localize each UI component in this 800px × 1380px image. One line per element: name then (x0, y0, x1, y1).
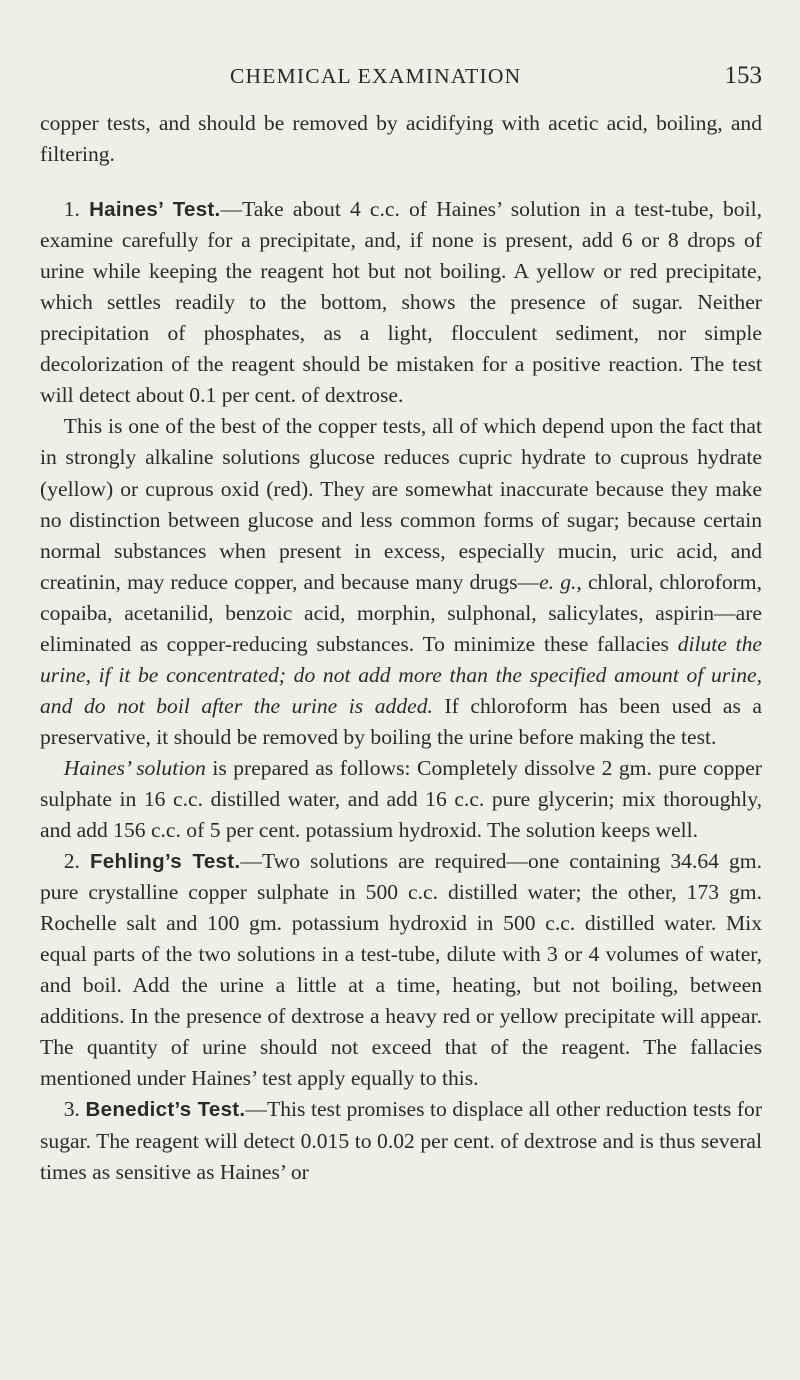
paragraph-text: —This test promises to displace all other reduction tests for sugar. The reagent will detect 0.015 to 0.02 per cent. of dextrose and is thus several times as sensitive as Haines’ or (40, 1097, 763, 1184)
paragraph-copper-tests (40, 411, 762, 753)
paragraph-text: —Two solutions are required—one containing 34.64 gm. pure crystalline copper sulphate in 500 c.c. distilled water; the other, 173 gm. Rochelle salt and 100 gm. potassium hydroxid in 500 c.c. distilled water. Mix equal parts of the two solutions in a test-tube, dilute with 3 or 4 volumes of water, and boil. Add the urine a little at a time, heating, but not boiling, between additions. In the presence of dextrose a heavy red or yellow precipitate will appear. The quantity of urine should not exceed that of the reagent. The fallacies mentioned under Haines’ test apply equally to this. (40, 849, 762, 1091)
paragraph-continuation: copper tests, and should be removed by acidifying with acetic acid, boiling, and filtering. (40, 111, 762, 167)
running-head (40, 62, 762, 102)
paragraph-text: —Take about 4 c.c. of Haines’ solution in a test-tube, boil, examine carefully for a precipitate, and, if none is present, add 6 or 8 drops of urine while keeping the reagent hot but not boiling. A yellow or red precipitate, which settles readily to the bottom, shows the presence of sugar. Neither precipitation of phosphates, as a light, flocculent sediment, nor simple decolorization of the reagent should be mistaken for a positive reaction. The test will detect about 0.1 per cent. of dextrose. (40, 197, 762, 408)
paragraph-haines-solution (40, 753, 762, 846)
paragraph-text: , chloral, chloroform, copaiba, acetanilid, benzoic acid, morphin, sulphonal, salicylates, aspirin—are eliminated as copper-reducing substances. To minimize these fallacies (40, 569, 762, 656)
paragraph-benedict-test (40, 1094, 762, 1187)
paragraph-text: If chloroform has been used as a preservative, it should be removed by boiling the urine before making the test. (40, 693, 762, 749)
paragraph-fehling-test (40, 846, 762, 1094)
caution-text: dilute the urine, if it be concentrated; do not add more than the specified amount of urine, and do not boil after the urine is added. (40, 631, 762, 718)
section-number: 1. (63, 197, 80, 222)
paragraph-text: is prepared as follows: Completely dissolve 2 gm. pure copper sulphate in 16 c.c. distilled water, and add 16 c.c. pure glycerin; mix thoroughly, and add 156 c.c. of 5 per cent. potassium hydroxid. The solution keeps well. (40, 755, 762, 843)
page-number: 153 (724, 62, 762, 89)
paragraph-text: This is one of the best of the copper tests, all of which depend upon the fact that in strongly alkaline solutions glucose reduces cupric hydrate to cuprous hydrate (yellow) or cuprous oxid (red). They are somewhat inaccurate because they make no distinction between glucose and less common forms of sugar; because certain normal substances when present in excess, especially mucin, uric acid, and creatinin, may reduce copper, and because many drugs— (40, 414, 762, 594)
running-title: CHEMICAL EXAMINATION (230, 64, 522, 88)
body-text (40, 108, 762, 1188)
section-number: 2. (63, 849, 80, 874)
section-number: 3. (63, 1097, 80, 1122)
section-heading-benedict: Benedict’s Test. (85, 1098, 246, 1122)
paragraph-haines-test (40, 194, 762, 411)
term-haines-solution: Haines’ solution (63, 755, 206, 780)
section-heading-fehling: Fehling’s Test. (89, 850, 241, 874)
section-heading-haines: Haines’ Test. (89, 198, 221, 222)
abbreviation-eg: e. g. (539, 569, 577, 594)
